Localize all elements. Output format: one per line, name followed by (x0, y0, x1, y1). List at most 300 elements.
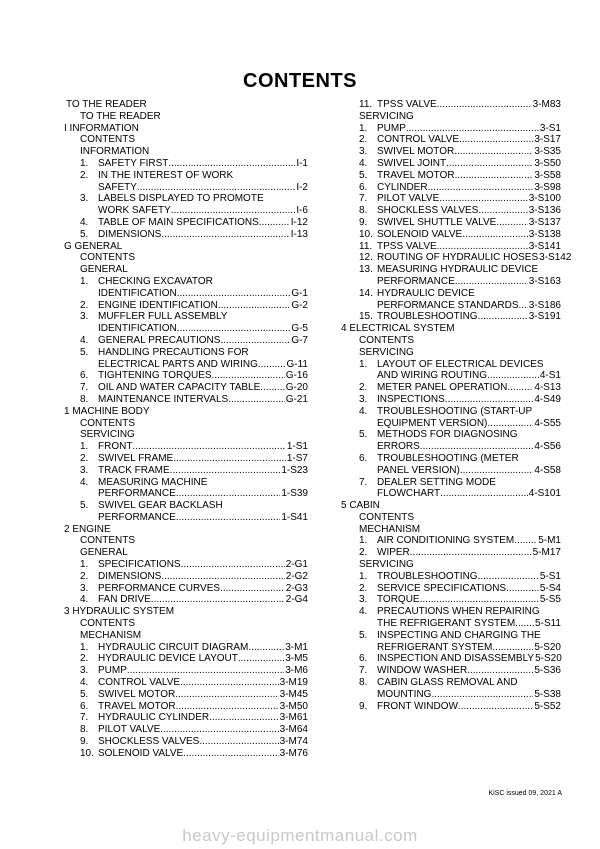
toc-heading (64, 535, 308, 547)
toc-entry[interactable] (64, 571, 308, 583)
toc-entry-title: PILOT VALVE (98, 724, 161, 736)
toc-heading (341, 477, 561, 489)
toc-entry[interactable] (64, 453, 308, 465)
toc-entry[interactable] (64, 559, 308, 571)
toc-entry-number: 3. (359, 393, 368, 405)
toc-heading (341, 500, 561, 512)
dot-leader (248, 642, 284, 654)
toc-heading (341, 606, 561, 618)
toc-entry[interactable] (341, 418, 561, 430)
dot-leader (228, 394, 285, 406)
toc-entry[interactable] (341, 252, 572, 264)
toc-entry[interactable] (64, 712, 308, 724)
toc-entry[interactable] (64, 182, 308, 194)
toc-entry-title: HYDRAULIC DEVICE (377, 287, 475, 299)
toc-entry-number: 1. (359, 122, 368, 134)
toc-page-number: 3-S1 (539, 122, 561, 134)
toc-entry-title: DIMENSIONS (98, 228, 162, 240)
dot-leader (176, 701, 279, 713)
toc-entry-number: 7. (80, 382, 89, 394)
toc-entry-number: 4. (80, 216, 89, 228)
toc-entry-title: AIR CONDITIONING SYSTEM (377, 535, 515, 547)
toc-page-number: G-2 (291, 299, 308, 311)
toc-entry[interactable] (341, 182, 561, 194)
toc-entry-number: 9. (359, 216, 368, 228)
toc-entry[interactable] (341, 488, 561, 500)
toc-entry-number: 4. (359, 405, 368, 417)
toc-entry-title: 3 HYDRAULIC SYSTEM (64, 606, 175, 618)
toc-heading (64, 276, 308, 288)
toc-entry-number: 2. (80, 570, 89, 582)
toc-entry-number: 2. (359, 382, 368, 394)
toc-entry[interactable] (64, 323, 308, 335)
toc-page-number: 4-S55 (534, 417, 561, 429)
toc-entry[interactable] (64, 217, 308, 229)
toc-heading (341, 524, 561, 536)
dot-leader (175, 689, 278, 701)
toc-entry[interactable] (341, 134, 561, 146)
dot-leader (478, 571, 539, 583)
dot-leader (173, 453, 286, 465)
toc-entry-title: SWIVEL MOTOR (98, 688, 176, 700)
toc-entry-number: 3. (80, 193, 89, 205)
toc-entry-number: 7. (359, 665, 368, 677)
toc-entry-title: SWIVEL SHUTTLE VALVE (377, 216, 497, 228)
toc-entry-title: DIMENSIONS (98, 570, 162, 582)
toc-entry-number: 1. (80, 157, 89, 169)
toc-entry[interactable] (64, 382, 308, 394)
toc-page-number: 4-S13 (534, 382, 561, 394)
toc-entry-number: 8. (80, 393, 89, 405)
toc-entry-title: AND WIRING ROUTING (377, 370, 487, 382)
toc-entry-title: FAN DRIVE (98, 594, 151, 606)
dot-leader (220, 335, 290, 347)
toc-entry[interactable] (64, 465, 308, 477)
toc-entry[interactable] (341, 571, 561, 583)
toc-heading (64, 311, 308, 323)
toc-entry-title: PANEL VERSION) (377, 464, 460, 476)
toc-entry-number: 7. (80, 712, 89, 724)
toc-entry[interactable] (341, 146, 561, 158)
toc-entry-title: EQUIPMENT VERSION) (377, 417, 488, 429)
toc-entry[interactable] (341, 241, 561, 253)
toc-entry-title: ENGINE IDENTIFICATION (98, 299, 218, 311)
toc-entry-title: G GENERAL (64, 240, 123, 252)
toc-page-number: 4-S49 (534, 393, 561, 405)
toc-entry-title: INSPECTION AND DISASSEMBLY (377, 653, 535, 665)
toc-entry[interactable] (64, 300, 308, 312)
toc-entry-title: MAINTENANCE INTERVALS (98, 393, 229, 405)
toc-entry[interactable] (64, 748, 308, 760)
toc-entry-number: 4. (80, 677, 89, 689)
toc-entry[interactable] (64, 583, 308, 595)
toc-entry[interactable] (341, 158, 561, 170)
toc-entry[interactable] (64, 288, 308, 300)
toc-entry[interactable] (64, 370, 308, 382)
toc-entry-number: 6. (359, 181, 368, 193)
toc-entry-number: 2. (80, 452, 89, 464)
toc-entry-title: SAFETY FIRST (98, 157, 169, 169)
toc-heading (64, 524, 308, 536)
page-title: CONTENTS (243, 70, 357, 92)
toc-entry[interactable] (64, 488, 308, 500)
toc-entry-number: 3. (359, 146, 368, 158)
toc-entry-number: 11. (359, 240, 373, 252)
toc-entry[interactable] (341, 465, 561, 477)
toc-entry[interactable] (341, 382, 561, 394)
dot-leader (487, 418, 533, 430)
toc-entry[interactable] (64, 701, 308, 713)
toc-heading (341, 406, 561, 418)
toc-entry-title: WIPER (377, 547, 410, 559)
toc-entry[interactable] (341, 99, 561, 111)
toc-entry-number: 7. (359, 476, 368, 488)
dot-leader (492, 642, 533, 654)
dot-leader (420, 594, 539, 606)
dot-leader (238, 653, 284, 665)
dot-leader (161, 229, 289, 241)
toc-page-number: 1-S23 (281, 464, 308, 476)
toc-entry-number: 1. (80, 275, 89, 287)
toc-entry[interactable] (341, 583, 561, 595)
toc-entry[interactable] (341, 311, 561, 323)
toc-entry-number: 4. (80, 476, 89, 488)
toc-entry-title: HYDRAULIC CYLINDER (98, 712, 210, 724)
toc-entry-number: 2. (80, 653, 89, 665)
toc-page-number: 3-M45 (279, 688, 308, 700)
toc-page-number: 5-S4 (539, 582, 561, 594)
toc-page-number: 4-S101 (528, 488, 561, 500)
toc-entry[interactable] (64, 512, 308, 524)
toc-entry-title: OIL AND WATER CAPACITY TABLE (98, 382, 261, 394)
toc-entry-title: TROUBLESHOOTING (377, 311, 478, 323)
toc-entry-number: 10. (80, 747, 94, 759)
dot-leader (462, 229, 528, 241)
dot-leader (209, 712, 279, 724)
toc-entry[interactable] (64, 665, 308, 677)
toc-entry[interactable] (341, 229, 561, 241)
toc-entry-number: 1. (80, 559, 89, 571)
dot-leader (183, 748, 278, 760)
toc-entry-title: PUMP (98, 665, 127, 677)
dot-leader (439, 193, 527, 205)
toc-entry-number: 8. (359, 205, 368, 217)
toc-page-number: 5-M1 (538, 535, 561, 547)
toc-entry-title: TROUBLESHOOTING (METER (377, 452, 519, 464)
toc-page-number: 5-S20 (535, 653, 562, 665)
toc-page-number: 3-S163 (528, 275, 561, 287)
dot-leader (515, 618, 534, 630)
toc-entry[interactable] (64, 642, 308, 654)
toc-entry-number: 6. (359, 653, 368, 665)
toc-entry[interactable] (64, 724, 308, 736)
toc-page-number: G-1 (291, 287, 308, 299)
toc-entry-title: SERVICING (359, 110, 414, 122)
toc-heading (64, 252, 308, 264)
toc-page-number: 3-S58 (534, 169, 561, 181)
toc-entry-number: 2. (359, 134, 368, 146)
toc-entry-number: 14. (359, 287, 373, 299)
toc-entry-number: 12. (359, 252, 373, 264)
toc-page-number: 4-S1 (539, 370, 561, 382)
toc-entry-title: IN THE INTEREST OF WORK (98, 169, 234, 181)
toc-entry[interactable] (64, 736, 308, 748)
toc-entry-number: 13. (359, 264, 373, 276)
dot-leader (151, 594, 285, 606)
toc-page-number: 5-S11 (535, 618, 561, 630)
toc-entry[interactable] (341, 276, 561, 288)
toc-page-number: G-5 (291, 323, 308, 335)
toc-entry[interactable] (341, 205, 561, 217)
toc-entry-number: 2. (80, 169, 89, 181)
toc-page-number: 3-M74 (279, 736, 308, 748)
toc-heading (64, 111, 308, 123)
toc-page-number: 5-S1 (539, 570, 561, 582)
toc-entry-title: 4 ELECTRICAL SYSTEM (341, 323, 455, 335)
dot-leader (176, 488, 281, 500)
toc-page-number: 3-S141 (528, 240, 561, 252)
toc-entry-title: METHODS FOR DIAGNOSING (377, 429, 518, 441)
toc-heading (341, 630, 561, 642)
toc-entry[interactable] (341, 193, 561, 205)
toc-entry[interactable] (341, 689, 561, 701)
toc-entry-title: WORK SAFETY (98, 205, 171, 217)
toc-page-number: 5-S20 (534, 641, 561, 653)
toc-entry-number: 3. (80, 582, 89, 594)
toc-entry-title: GENERAL PRECAUTIONS (98, 334, 221, 346)
watermark-text: heavy-equipmentmanual.com (182, 826, 418, 845)
toc-page-number: I-6 (296, 205, 308, 217)
dot-leader (454, 146, 533, 158)
toc-entry-number: 4. (80, 334, 89, 346)
toc-page-number: 3-M19 (279, 677, 308, 689)
toc-entry[interactable] (341, 701, 561, 713)
toc-entry-title: MUFFLER FULL ASSEMBLY (98, 311, 228, 323)
toc-page-number: 3-M83 (532, 99, 561, 110)
toc-entry-number: 4. (359, 157, 368, 169)
toc-page-number: G-20 (285, 382, 308, 394)
toc-entry[interactable] (341, 642, 561, 654)
toc-entry[interactable] (341, 217, 561, 229)
toc-entry[interactable] (341, 594, 561, 606)
toc-entry[interactable] (64, 441, 308, 453)
toc-entry[interactable] (341, 665, 561, 677)
toc-entry-title: HYDRAULIC CIRCUIT DIAGRAM (98, 641, 249, 653)
toc-heading (64, 193, 308, 205)
toc-page-number: I-13 (290, 228, 308, 240)
dot-leader (445, 394, 534, 406)
toc-entry[interactable] (64, 594, 308, 606)
toc-page-number: 3-M50 (279, 700, 308, 712)
toc-entry[interactable] (341, 535, 561, 547)
toc-entry[interactable] (341, 394, 561, 406)
dot-leader (410, 547, 532, 559)
toc-heading (341, 264, 561, 276)
toc-entry-title: CONTENTS (80, 252, 135, 264)
toc-heading (64, 406, 308, 418)
dot-leader (176, 512, 281, 524)
toc-entry-title: TRAVEL MOTOR (98, 700, 176, 712)
toc-page-number: G-11 (286, 358, 308, 370)
dot-leader (459, 134, 533, 146)
toc-heading (64, 99, 308, 111)
toc-heading (64, 347, 308, 359)
toc-page-number: 5-S52 (534, 700, 561, 712)
toc-heading (64, 630, 308, 642)
toc-entry-title: SPECIFICATIONS (98, 559, 181, 571)
toc-entry-title: DEALER SETTING MODE (377, 476, 496, 488)
toc-entry[interactable] (341, 547, 561, 559)
dot-leader (420, 441, 534, 453)
toc-page-number: 4-S58 (534, 464, 561, 476)
dot-leader (177, 323, 291, 335)
dot-leader (161, 571, 284, 583)
toc-left-column (64, 99, 308, 760)
toc-entry-number: 4. (359, 606, 368, 618)
toc-page-number: 3-M5 (285, 653, 308, 665)
toc-entry-number: 11. (359, 99, 373, 110)
toc-entry-title: SWIVEL JOINT (377, 157, 447, 169)
toc-heading (64, 134, 308, 146)
toc-page-number: I-2 (296, 181, 308, 193)
toc-entry-number: 6. (359, 452, 368, 464)
toc-page-number: G-16 (285, 370, 308, 382)
toc-heading (64, 477, 308, 489)
toc-heading (64, 418, 308, 430)
toc-entry-number: 3. (80, 311, 89, 323)
toc-entry-title: TORQUE (377, 594, 420, 606)
toc-entry-number: 9. (359, 700, 368, 712)
toc-entry-title: PERFORMANCE CURVES (98, 582, 221, 594)
toc-page-number: 3-M61 (279, 712, 308, 724)
toc-entry-number: 1. (359, 358, 368, 370)
toc-entry-title: CONTENTS (359, 334, 414, 346)
toc-heading (64, 547, 308, 559)
toc-entry[interactable] (64, 394, 308, 406)
dot-leader (478, 205, 527, 217)
toc-heading (341, 111, 561, 123)
toc-entry[interactable] (341, 618, 561, 630)
toc-page-number: 1-S1 (286, 441, 308, 453)
toc-entry-title: I INFORMATION (64, 122, 139, 134)
dot-leader (467, 665, 533, 677)
toc-entry-number: 5. (80, 500, 89, 512)
dot-leader (212, 370, 285, 382)
toc-entry-number: 6. (80, 700, 89, 712)
toc-entry[interactable] (64, 653, 308, 665)
toc-entry-title: PERFORMANCE (98, 511, 176, 523)
toc-heading (341, 429, 561, 441)
toc-entry-number: 2. (80, 299, 89, 311)
toc-entry-title: ERRORS (377, 441, 420, 453)
toc-entry-title: 1 MACHINE BODY (64, 405, 150, 417)
toc-entry-title: TRACK FRAME (98, 464, 170, 476)
dot-leader (506, 583, 539, 595)
toc-entry-title: FRONT WINDOW (377, 700, 458, 712)
toc-entry-number: 8. (80, 724, 89, 736)
toc-entry[interactable] (341, 441, 561, 453)
toc-entry-title: FLOWCHART (377, 488, 441, 500)
dot-leader (170, 465, 281, 477)
toc-page-number: I-12 (290, 216, 308, 228)
toc-entry-title: MEASURING MACHINE (98, 476, 208, 488)
toc-page-number: 3-S35 (534, 146, 561, 158)
toc-entry-number: 2. (359, 582, 368, 594)
toc-heading (64, 170, 308, 182)
toc-entry[interactable] (341, 653, 561, 665)
toc-entry-title: INFORMATION (80, 146, 150, 158)
toc-entry-title: MEASURING HYDRAULIC DEVICE (377, 264, 539, 276)
toc-entry-title: SOLENOID VALVE (98, 747, 184, 759)
toc-entry[interactable] (64, 205, 308, 217)
toc-entry[interactable] (64, 689, 308, 701)
toc-entry-number: 3. (80, 464, 89, 476)
toc-page-number: 2-G2 (285, 570, 308, 582)
toc-entry-title: REFRIGERANT SYSTEM (377, 641, 493, 653)
toc-entry-title: CONTENTS (80, 417, 135, 429)
toc-heading (341, 677, 561, 689)
dot-leader (168, 158, 295, 170)
toc-entry[interactable] (341, 370, 561, 382)
toc-page-number: 5-S5 (539, 594, 561, 606)
toc-entry-title: CHECKING EXCAVATOR (98, 275, 213, 287)
dot-leader (487, 370, 539, 382)
dot-leader (127, 665, 284, 677)
toc-page-number: 3-S100 (528, 193, 561, 205)
toc-entry-number: 5. (80, 228, 89, 240)
toc-entry-number: 1. (80, 441, 89, 453)
toc-entry-title: TPSS VALVE (377, 99, 437, 110)
toc-entry-number: 3. (359, 594, 368, 606)
toc-entry-number: 5. (359, 429, 368, 441)
toc-page-number: 2-G3 (285, 582, 308, 594)
toc-entry-title: TIGHTENING TORQUES (98, 370, 212, 382)
toc-page-number: 4-S56 (534, 441, 561, 453)
toc-entry-title: TPSS VALVE (377, 240, 437, 252)
toc-page-number: 5-M17 (532, 547, 561, 559)
toc-entry-number: 1. (359, 535, 368, 547)
toc-entry[interactable] (64, 677, 308, 689)
toc-page-number: 3-S137 (528, 216, 561, 228)
toc-heading (341, 347, 561, 359)
toc-entry[interactable] (341, 170, 561, 182)
toc-entry[interactable] (64, 158, 308, 170)
toc-heading (341, 453, 561, 465)
toc-entry-title: PUMP (377, 122, 406, 134)
toc-heading (341, 323, 561, 335)
toc-entry[interactable] (64, 229, 308, 241)
dot-leader (478, 311, 528, 323)
dot-leader (437, 99, 532, 111)
toc-heading (64, 146, 308, 158)
toc-entry-title: SERVICE SPECIFICATIONS (377, 582, 507, 594)
dot-leader (220, 583, 285, 595)
toc-entry[interactable] (64, 335, 308, 347)
toc-entry-title: SAFETY (98, 181, 137, 193)
toc-entry-title: LAYOUT OF ELECTRICAL DEVICES (377, 358, 544, 370)
toc-entry-number: 2. (359, 547, 368, 559)
toc-entry-title: SOLENOID VALVE (377, 228, 463, 240)
toc-entry-title: ROUTING OF HYDRAULIC HOSES (377, 252, 539, 264)
toc-entry[interactable] (341, 123, 561, 135)
toc-entry-title: CONTROL VALVE (377, 134, 460, 146)
toc-heading (341, 559, 561, 571)
toc-entry[interactable] (64, 359, 308, 371)
dot-leader (455, 276, 528, 288)
toc-entry-title: SWIVEL MOTOR (377, 146, 455, 158)
toc-entry[interactable] (341, 300, 561, 312)
toc-entry-title: IDENTIFICATION (98, 287, 177, 299)
